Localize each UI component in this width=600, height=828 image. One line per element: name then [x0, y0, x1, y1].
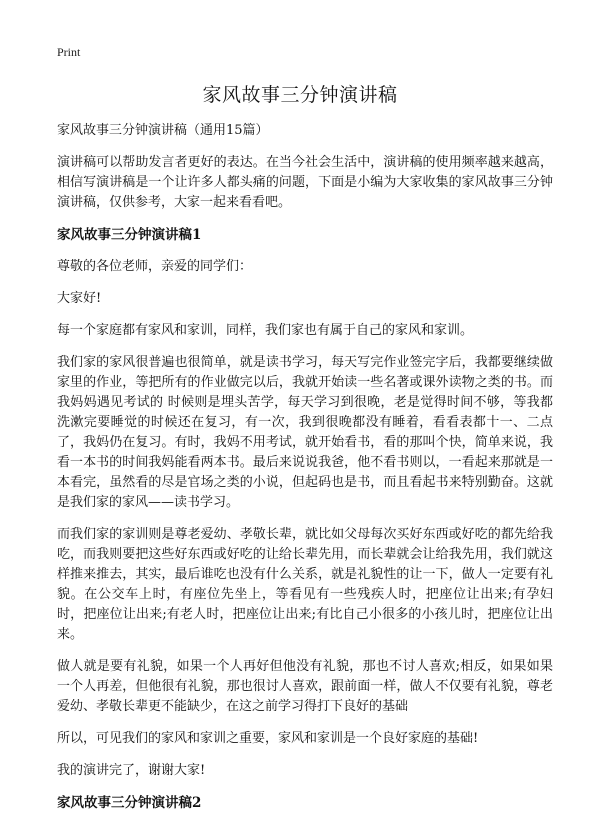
page-title: 家风故事三分钟演讲稿	[202, 84, 398, 106]
section-heading-1: 家风故事三分钟演讲稿1	[57, 227, 202, 243]
paragraph: 每一个家庭都有家风和家训，同样，我们家也有属于自己的家风和家训。	[57, 323, 474, 338]
paragraph: 我们家的家风很普遍也很简单，就是读书学习，每天写完作业签完字后，我都要继续做家里的作业，等把所有的作业做完以后，我就开始读一些名著或课外读物之类的书。而我妈妈遇见考试的 时候则是埋头苦学，每天学习到很晚，老是觉得时间不够，等我都洗漱完要睡觉的时候还在复习，有一次，我到很晚都没有睡着，看看表都十一、二点了，我妈仍在复习。有时，我妈不用考试，就开始看书，看的那叫个快，简单来说，我看一本书的时间我妈能看两本书。最后来说说我爸，他不看书则以，一看起来那就是一本看完，虽然看的尽是官场之类的小说，但起码也是书，而且看起书来特别勤奋。这就是我们家的家风——读书学习。	[57, 355, 553, 510]
hello-line: 大家好!	[57, 291, 102, 306]
greeting: 尊敬的各位老师，亲爱的同学们：	[57, 259, 253, 274]
paragraph: 所以，可见我们的家风和家训之重要，家风和家训是一个良好家庭的基础!	[57, 731, 479, 746]
intro-paragraph: 演讲稿可以帮助发言者更好的表达。在当今社会生活中，演讲稿的使用频率越来越高，相信写演讲稿是一个让许多人都头痛的问题，下面是小编为大家收集的家风故事三分钟演讲稿，仅供参考，大家一起来看看吧。	[57, 155, 553, 210]
paragraph: 我的演讲完了，谢谢大家!	[57, 763, 206, 778]
document-body	[57, 121, 553, 825]
print-label: Print	[57, 45, 81, 59]
paragraph: 做人就是要有礼貌，如果一个人再好但他没有礼貌，那也不讨人喜欢;相反，如果如果一个人再差，但他很有礼貌，那也很讨人喜欢，跟前面一样，做人不仅要有礼貌，尊老爱幼、孝敬长辈更不能缺少，在这之前学习得打下良好的基础	[57, 659, 553, 714]
paragraph: 而我们家的家训则是尊老爱幼、孝敬长辈，就比如父母每次买好东西或好吃的都先给我吃，而我则要把这些好东西或好吃的让给长辈先用，而长辈就会让给我先用，我们就这样推来推去，其实，最后谁吃也没有什么关系，就是礼貌性的让一下，做人一定要有礼貌。在公交车上时，有座位先坐上，等看见有一些残疾人时，把座位让出来;有孕妇时，把座位让出来;有老人时，把座位让出来;有比自己小很多的小孩儿时，把座位让出来。	[57, 527, 553, 642]
section-heading-2: 家风故事三分钟演讲稿2	[57, 795, 202, 811]
subtitle: 家风故事三分钟演讲稿（通用15篇）	[57, 123, 269, 138]
